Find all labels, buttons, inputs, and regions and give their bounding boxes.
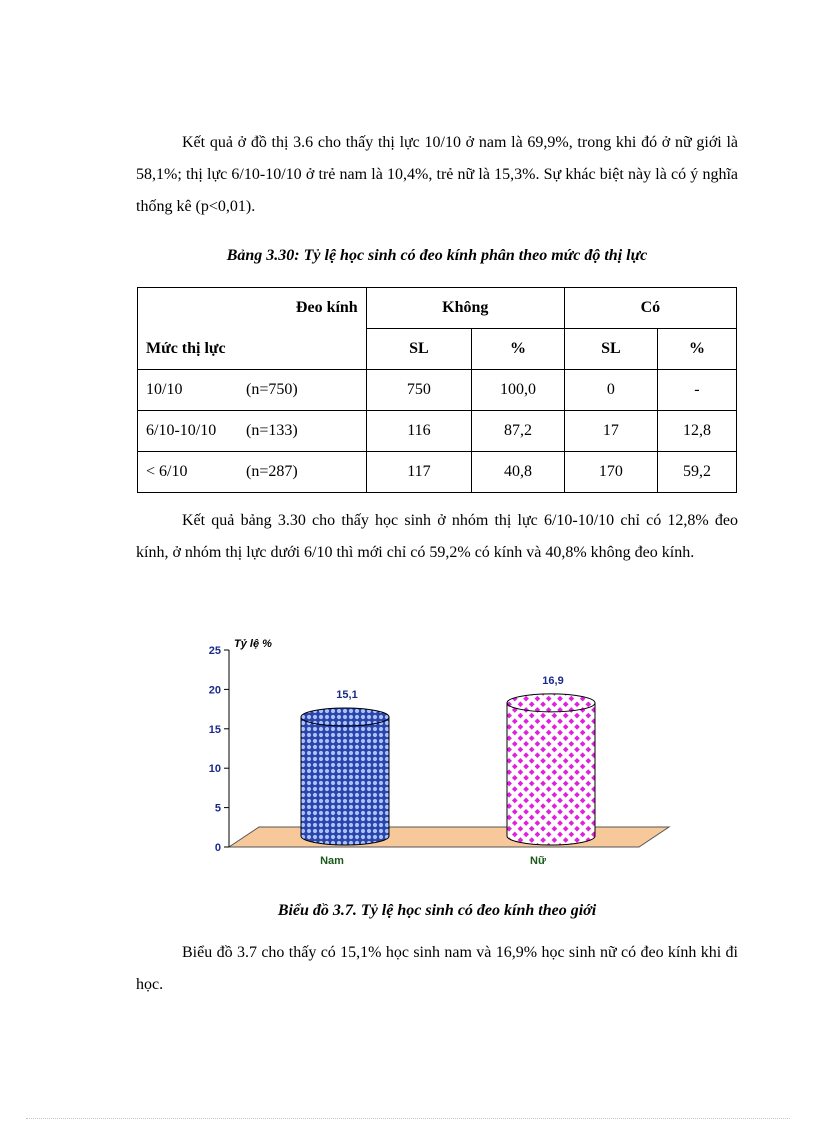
subheader-sl: SL (366, 329, 471, 370)
subheader-percent: % (472, 329, 565, 370)
bar-value-label: 15,1 (336, 689, 358, 702)
row-n: (n=750) (246, 381, 298, 398)
y-tick-label: 10 (208, 763, 221, 776)
y-tick-label: 15 (208, 723, 221, 736)
row-n: (n=133) (246, 422, 298, 439)
chart-caption: Biểu đồ 3.7. Tỷ lệ học sinh có đeo kính theo giới (277, 902, 597, 919)
table-cell: 100,0 (472, 370, 565, 411)
table-cell: 40,8 (472, 452, 565, 493)
table-cell: 17 (564, 411, 657, 452)
row-level: < 6/10 (146, 463, 188, 480)
table-cell: 750 (366, 370, 471, 411)
row-n: (n=287) (246, 463, 298, 480)
table-caption: Bảng 3.30: Tỷ lệ học sinh có đeo kính phân theo mức độ thị lực (226, 247, 648, 264)
paragraph-1: Kết quả ở đồ thị 3.6 cho thấy thị lực 10/10 ở nam là 69,9%, trong khi đó ở nữ giới là 58,1%; thị lực 6/10-10/10 ở trẻ nam là 10,4%, trẻ nữ là 15,3%. Sự khác biệt này là có ý nghĩa thống kê (p<0,01). (136, 134, 738, 215)
row-level: 6/10-10/10 (146, 422, 217, 439)
bar-cylinder-top (301, 708, 389, 726)
bar-value-label: 16,9 (542, 674, 564, 687)
bar-cylinder-top (507, 694, 595, 712)
y-tick-label: 20 (208, 684, 221, 697)
group-header-co: Có (564, 288, 736, 329)
y-tick-label: 5 (214, 802, 221, 815)
paragraph-3: Biểu đồ 3.7 cho thấy có 15,1% học sinh nam và 16,9% học sinh nữ có đeo kính khi đi học. (136, 944, 738, 993)
table-cell: - (657, 370, 736, 411)
x-category-label: Nam (320, 855, 344, 867)
table-cell: 12,8 (657, 411, 736, 452)
y-tick-label: 25 (208, 645, 221, 657)
table-cell: 117 (366, 452, 471, 493)
corner-bottom-label: Mức thị lực (146, 340, 226, 357)
table-cell: 116 (366, 411, 471, 452)
x-category-label: Nữ (530, 855, 546, 867)
table-cell: 170 (564, 452, 657, 493)
paragraph-2: Kết quả bảng 3.30 cho thấy học sinh ở nhóm thị lực 6/10-10/10 chỉ có 12,8% đeo kính, ở nhóm thị lực dưới 6/10 thì mới chỉ có 59,2% có kính và 40,8% không đeo kính. (136, 512, 738, 561)
y-axis-label: Tỷ lệ % (234, 638, 272, 650)
table-cell: 0 (564, 370, 657, 411)
bar-cylinder-body (507, 703, 595, 845)
table-cell: 87,2 (472, 411, 565, 452)
row-level: 10/10 (146, 381, 183, 398)
subheader-sl: SL (564, 329, 657, 370)
group-header-khong: Không (366, 288, 564, 329)
bar-cylinder-body (301, 717, 389, 845)
corner-top-label: Đeo kính (295, 299, 358, 316)
subheader-percent: % (657, 329, 736, 370)
y-tick-label: 0 (214, 842, 221, 854)
page-footer-rule (26, 1118, 790, 1119)
chart-floor (229, 827, 669, 847)
table-cell: 59,2 (657, 452, 736, 493)
